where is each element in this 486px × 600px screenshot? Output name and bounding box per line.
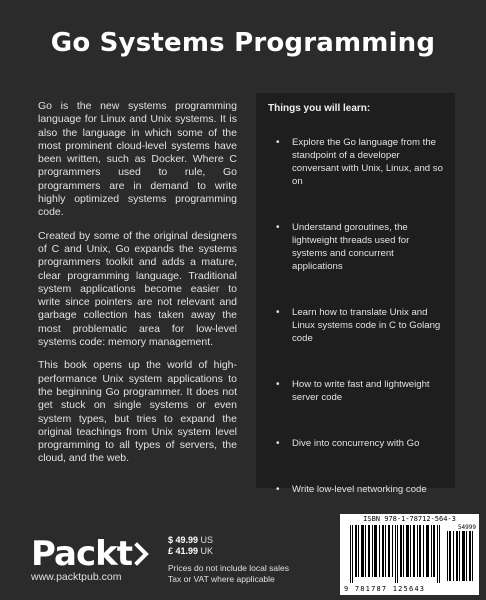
barcode-bars bbox=[344, 525, 475, 583]
bullet-icon: • bbox=[276, 137, 280, 148]
learn-item bbox=[268, 437, 445, 450]
learn-item-text: How to write fast and lightweight server code bbox=[292, 379, 430, 403]
learn-heading: Things you will learn: bbox=[268, 103, 371, 114]
learn-item bbox=[268, 136, 445, 188]
barcode-addon: 54999 bbox=[457, 524, 476, 531]
learn-item-text: Dive into concurrency with Go bbox=[292, 438, 420, 449]
description-paragraph: This book opens up the world of high-performance Unix system applications to the beginning Go programmer. It does not get stuck on single systems or even system types, but tries to expand the original teachings from Unix system level programming to all types of servers, the cloud, and the web. bbox=[38, 359, 237, 465]
bullet-icon: • bbox=[276, 222, 280, 233]
chevron-right-icon bbox=[134, 540, 150, 568]
description-paragraph: Go is the new systems programming language for Linux and Unix systems. It is also the language in which some of the most prominent cloud-level systems have been written, such as Docker. Where C programmers used to rule, Go programmers are in demand to write highly optimized systems programming code. bbox=[38, 100, 237, 219]
learn-item bbox=[268, 378, 445, 404]
bullet-icon: • bbox=[276, 379, 280, 390]
book-description bbox=[38, 100, 237, 476]
learn-item-text: Explore the Go language from the standpoint of a developer conversant with Unix, Linux, and so on bbox=[292, 137, 443, 187]
bullet-icon: • bbox=[276, 484, 280, 495]
price-block bbox=[168, 535, 213, 557]
learn-item-text: Write low-level networking code bbox=[292, 484, 427, 495]
book-title: Go Systems Programming bbox=[50, 28, 436, 58]
bullet-icon: • bbox=[276, 307, 280, 318]
learn-item-text: Learn how to translate Unix and Linux systems code in C to Golang code bbox=[292, 307, 441, 344]
publisher-url: www.packtpub.com bbox=[31, 571, 122, 583]
price-note: Prices do not include local sales Tax or VAT where applicable bbox=[168, 563, 289, 584]
logo-text: Packt bbox=[31, 534, 132, 574]
learn-item bbox=[268, 306, 445, 345]
bullet-icon: • bbox=[276, 438, 280, 449]
description-paragraph: Created by some of the original designers of C and Unix, Go expands the systems programmers toolkit and adds a mature, clear programming language. Traditional system applications become easier to write since pointers are not relevant and garbage collection has taken away the most problematic area for low-level systems code: memory management. bbox=[38, 229, 237, 349]
learn-item bbox=[268, 483, 445, 496]
isbn-barcode bbox=[340, 514, 479, 595]
packt-logo bbox=[31, 534, 150, 574]
price-uk: £ 41.99 UK bbox=[168, 546, 214, 556]
learn-item-text: Understand goroutines, the lightweight threads used for systems and concurrent applications bbox=[292, 222, 410, 272]
price-us: $ 49.99 US bbox=[168, 535, 214, 545]
learn-list bbox=[268, 136, 445, 496]
barcode-digits: 9 781787 125643 bbox=[344, 585, 426, 593]
isbn-text: ISBN 978-1-78712-564-3 bbox=[363, 515, 456, 523]
learn-box bbox=[256, 93, 455, 495]
learn-item bbox=[268, 221, 445, 273]
